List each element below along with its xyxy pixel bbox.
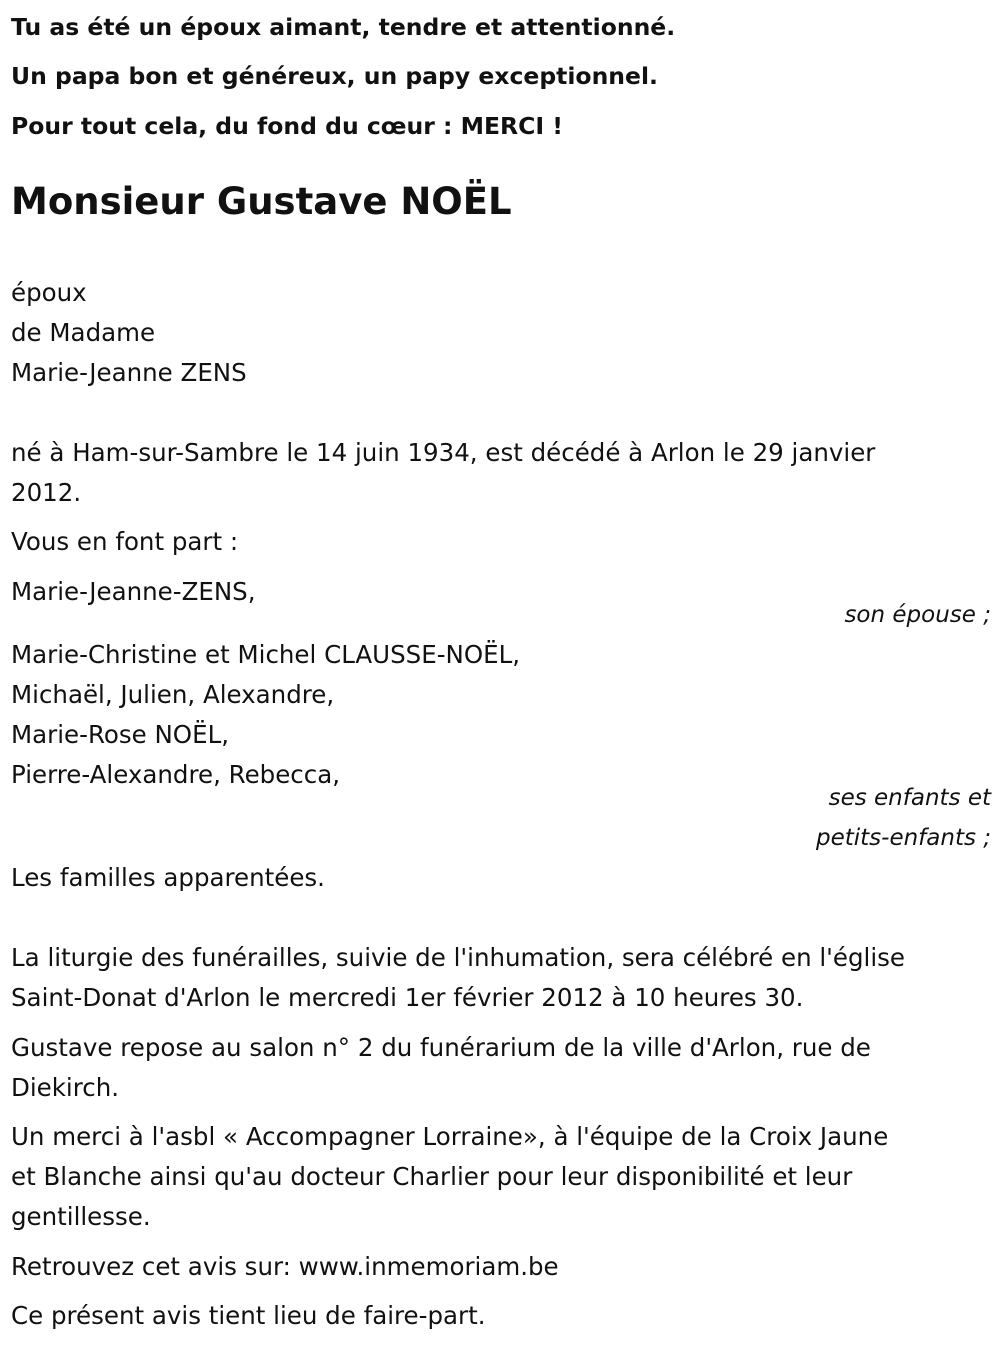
deceased-name: Monsieur Gustave NOËL <box>11 180 512 223</box>
liturgy-line-2: Saint-Donat d'Arlon le mercredi 1er février 2012 à 10 heures 30. <box>11 983 804 1012</box>
tribute-line-2: Un papa bon et généreux, un papy exceptionnel. <box>11 62 658 90</box>
repose-line-1: Gustave repose au salon n° 2 du funérarium de la ville d'Arlon, rue de <box>11 1033 871 1062</box>
family-spouse-role: son épouse ; <box>844 602 991 628</box>
announcement-intro: Vous en font part : <box>11 527 239 556</box>
birth-death-line-1: né à Ham-sur-Sambre le 14 juin 1934, est décédé à Arlon le 29 janvier <box>11 438 876 467</box>
spouse-line-3: Marie-Jeanne ZENS <box>11 358 247 387</box>
tribute-line-3: Pour tout cela, du fond du cœur : MERCI ! <box>11 112 563 140</box>
thanks-line-1: Un merci à l'asbl « Accompagner Lorraine», à l'équipe de la Croix Jaune <box>11 1122 889 1151</box>
repose-line-2: Diekirch. <box>11 1073 120 1102</box>
relatives-line: Les familles apparentées. <box>11 863 325 892</box>
spouse-line-2: de Madame <box>11 318 156 347</box>
spouse-line-1: époux <box>11 278 87 307</box>
tribute-line-1: Tu as été un époux aimant, tendre et attentionné. <box>11 13 676 41</box>
family-child-name-1: Marie-Christine et Michel CLAUSSE-NOËL, <box>11 640 521 669</box>
family-spouse-name: Marie-Jeanne-ZENS, <box>11 577 256 606</box>
family-child-name-3: Marie-Rose NOËL, <box>11 720 230 749</box>
family-children-role-1: ses enfants et <box>828 785 991 811</box>
family-child-name-2: Michaël, Julien, Alexandre, <box>11 680 335 709</box>
liturgy-line-1: La liturgie des funérailles, suivie de l'inhumation, sera célébré en l'église <box>11 943 905 972</box>
website-line: Retrouvez cet avis sur: www.inmemoriam.be <box>11 1252 559 1281</box>
notice-line: Ce présent avis tient lieu de faire-part. <box>11 1301 486 1330</box>
thanks-line-2: et Blanche ainsi qu'au docteur Charlier pour leur disponibilité et leur <box>11 1162 853 1191</box>
family-children-role-2: petits-enfants ; <box>815 825 991 851</box>
thanks-line-3: gentillesse. <box>11 1202 151 1231</box>
birth-death-line-2: 2012. <box>11 478 82 507</box>
family-child-name-4: Pierre-Alexandre, Rebecca, <box>11 760 341 789</box>
